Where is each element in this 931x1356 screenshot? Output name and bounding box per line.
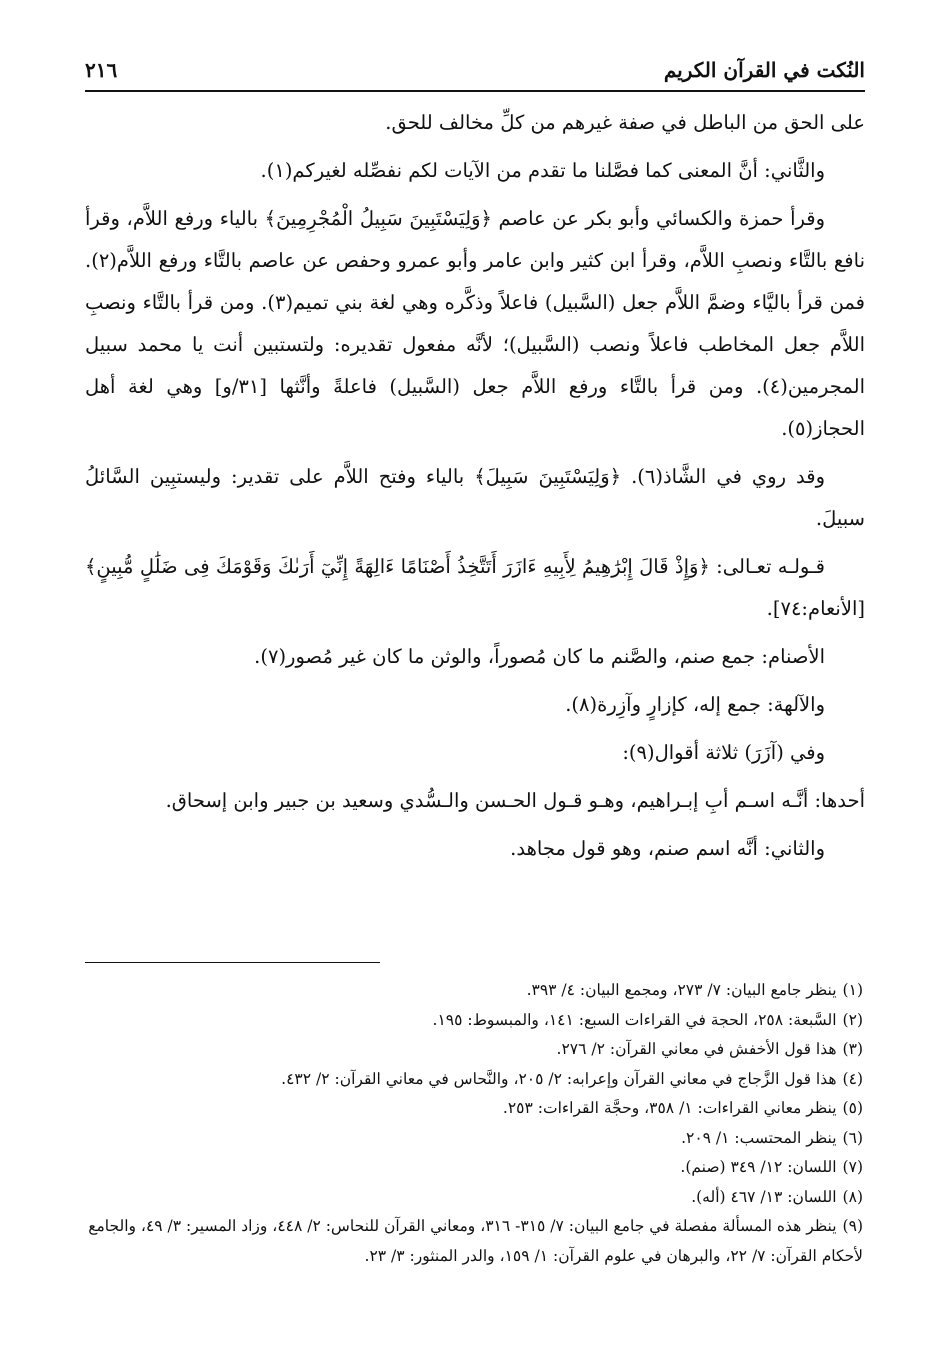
footnote-number: (٨) bbox=[842, 1187, 863, 1206]
footnote-text: ينظر جامع البيان: ٧/ ٢٧٣، ومجمع البيان: ٤/ ٣٩٣. bbox=[526, 981, 837, 999]
footnote-number: (٧) bbox=[842, 1158, 863, 1176]
footnote bbox=[85, 1183, 865, 1213]
body-paragraph: الأصنام: جمع صنم، والصَّنم ما كان مُصوراً، والوثن ما كان غير مُصور(٧). bbox=[254, 645, 825, 668]
footnote-number: (١) bbox=[842, 981, 863, 999]
body-paragraph: والآلهة: جمع إله، كإزارٍ وآزِرة(٨). bbox=[565, 693, 825, 716]
footnote-number: (٣) bbox=[842, 1040, 863, 1058]
footnote bbox=[85, 1094, 865, 1124]
footnote bbox=[85, 1212, 865, 1271]
body-paragraph: أحدها: أنَّـه اسـم أبِ إبـراهيم، وهـو قـول الحـسن والـسُّدي وسعيد بن جبير وابن إسحاق. bbox=[165, 789, 865, 812]
body-paragraph: وقد روي في الشَّاذ(٦). ﴿وَلِيَسْتَبِينَ سَبِيلَ﴾ بالياء وفتح اللاَّم على تقدير: وليستبِين السَّائلُ سبيلَ. bbox=[85, 465, 865, 530]
footnote-text: ينظر معاني القراءات: ١/ ٣٥٨، وحجَّة القراءات: ٢٥٣. bbox=[502, 1099, 837, 1117]
footnote-text: اللسان: ١٢/ ٣٤٩ (صنم). bbox=[680, 1158, 837, 1176]
footnote-number: (٦) bbox=[842, 1128, 863, 1147]
footnote bbox=[85, 1006, 865, 1036]
footnote-text: هذا قول الزَّجاج في معاني القرآن وإعرابه: ٢/ ٢٠٥، والنَّحاس في معاني القرآن: ٢/ ٤٣٢. bbox=[281, 1069, 837, 1088]
footnote-number: (٥) bbox=[842, 1099, 863, 1117]
footnote-separator bbox=[85, 962, 380, 963]
footnote-text: اللسان: ١٣/ ٤٦٧ (أله). bbox=[691, 1187, 837, 1206]
footnote-text: هذا قول الأخفش في معاني القرآن: ٢/ ٢٧٦. bbox=[556, 1040, 837, 1058]
footnote bbox=[85, 1035, 865, 1065]
body-paragraph: والثاني: أنَّه اسم صنم، وهو قول مجاهد. bbox=[510, 837, 825, 860]
main-text bbox=[85, 102, 865, 876]
page-number: ٢١٦ bbox=[85, 58, 118, 82]
body-paragraph: على الحق من الباطل في صفة غيرهم من كلِّ مخالف للحق. bbox=[385, 111, 865, 134]
header-rule bbox=[85, 90, 865, 92]
page-header bbox=[85, 58, 865, 92]
footnote-number: (٢) bbox=[842, 1010, 863, 1029]
footnote-number: (٤) bbox=[842, 1069, 863, 1088]
footnote-text: ينظر المحتسب: ١/ ٢٠٩. bbox=[681, 1128, 837, 1147]
footnote-text: السَّبعة: ٢٥٨، الحجة في القراءات السبع: ١٤١، والمبسوط: ١٩٥. bbox=[432, 1010, 837, 1029]
footnote bbox=[85, 1153, 865, 1183]
body-paragraph: وفي (آزَرَ) ثلاثة أقوال(٩): bbox=[622, 741, 825, 764]
running-title: النُكت في القرآن الكريم bbox=[663, 58, 865, 82]
body-paragraph: وقرأ حمزة والكسائي وأبو بكر عن عاصم ﴿وَلِيَسْتَبِينَ سَبِيلُ الْمُجْرِمِينَ﴾ بالياء ورفع اللاَّم، وقرأ نافع بالتَّاء ونصبِ اللاَّم، وقرأ ابن كثير وابن عامر وأبو عمرو وحفص عن عاصم بالتَّاء ورفع اللاَّم(٢). فمن قرأ باليَّاء وضمَّ اللاَّم جعل (السَّبيل) فاعلاً وذكَّره وهي لغة بني تميم(٣). ومن قرأ بالتَّاء ونصبِ اللاَّم جعل المخاطب فاعلاً ونصب (السَّبيل)؛ لأنَّه مفعول تقديره: ولتستبين أنت يا محمد سبيل المجرمين(٤). ومن قرأ بالتَّاء ورفع اللاَّم جعل (السَّبيل) فاعلةً وأنَّثها [٣١/و] وهي لغة أهل الحجاز(٥). bbox=[85, 207, 866, 440]
body-paragraph: قـولـه تعـالى: ﴿وَإِذْ قَالَ إِبْرَٰهِيمُ لِأَبِيهِ ءَازَرَ أَتَتَّخِذُ أَصْنَامًا ءَالِهَةً إِنِّيٓ أَرَىٰكَ وَقَوْمَكَ فِى ضَلَٰلٍ مُّبِينٍ﴾ [الأنعام:٧٤]. bbox=[85, 555, 865, 620]
book-page bbox=[85, 50, 865, 1330]
footnotes bbox=[85, 976, 865, 1271]
footnote bbox=[85, 976, 865, 1006]
footnote bbox=[85, 1124, 865, 1154]
footnote-number: (٩) bbox=[842, 1217, 863, 1235]
body-paragraph: والثَّاني: أنَّ المعنى كما فصَّلنا ما تقدم من الآيات لكم نفصِّله لغيركم(١). bbox=[260, 159, 825, 182]
footnote bbox=[85, 1065, 865, 1095]
footnote-text: ينظر هذه المسألة مفصلة في جامع البيان: ٧/ ٣١٥- ٣١٦، ومعاني القرآن للنحاس: ٢/ ٤٤٨، وزاد المسير: ٣/ ٤٩، والجامع لأحكام القرآن: ٧/ ٢٢، والبرهان في علوم القرآن: ١/ ١٥٩، والدر المنثور: ٣/ ٢٣. bbox=[88, 1217, 863, 1265]
